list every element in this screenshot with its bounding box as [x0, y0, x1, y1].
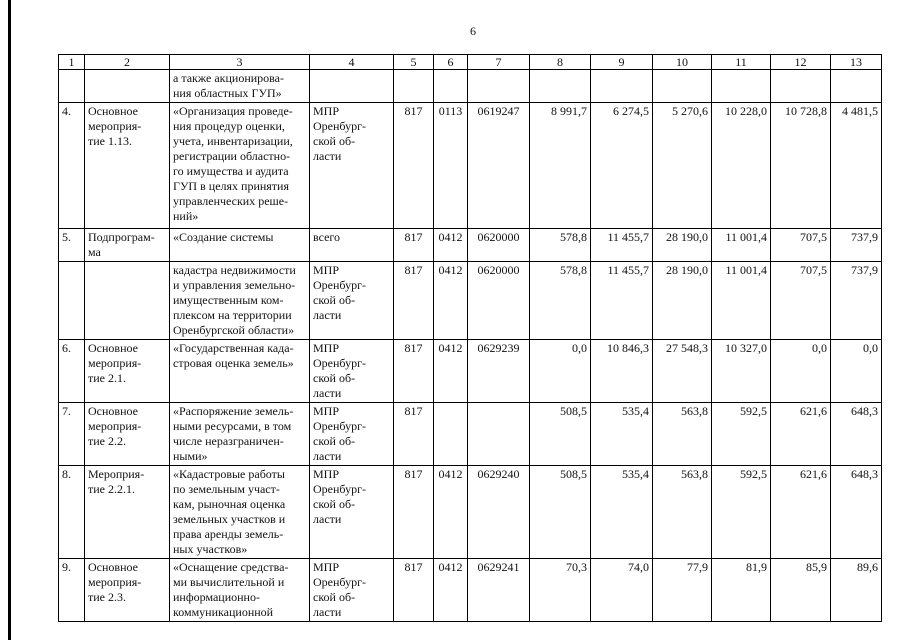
- header-cell: 3: [170, 55, 310, 70]
- table-cell-c3: «Государственная када- стровая оценка земель»: [170, 340, 310, 403]
- table-cell-c7: 0620000: [468, 229, 530, 262]
- table-cell-c3: а также акционирова- ния областных ГУП»: [170, 70, 310, 103]
- table-cell-c2: Основное мероприя- тие 1.13.: [85, 103, 170, 229]
- table-cell-c13: [831, 70, 882, 103]
- header-cell: 5: [394, 55, 434, 70]
- table-cell-c8: 578,8: [530, 229, 591, 262]
- table-cell-c11: 10 228,0: [712, 103, 771, 229]
- table-cell-c2: Основное мероприя- тие 2.1.: [85, 340, 170, 403]
- table-cell-c12: [771, 70, 831, 103]
- header-cell: 6: [434, 55, 468, 70]
- table-cell-c9: 535,4: [591, 466, 653, 559]
- table-cell-c9: 11 455,7: [591, 262, 653, 340]
- table-cell-c11: 592,5: [712, 403, 771, 466]
- table-cell-c2: Основное мероприя- тие 2.2.: [85, 403, 170, 466]
- table-cell-c13: 648,3: [831, 403, 882, 466]
- table-cell-c12: 85,9: [771, 559, 831, 622]
- table-cell-c4: МПР Оренбург- ской об- ласти: [310, 340, 394, 403]
- table-cell-c5: 817: [394, 340, 434, 403]
- table-cell-c9: 6 274,5: [591, 103, 653, 229]
- table-cell-c10: 28 190,0: [653, 229, 712, 262]
- table-cell-c13: 0,0: [831, 340, 882, 403]
- table-cell-c7: 0629241: [468, 559, 530, 622]
- table-cell-c11: 10 327,0: [712, 340, 771, 403]
- header-cell: 2: [85, 55, 170, 70]
- table-cell-c6: [434, 403, 468, 466]
- table-cell-c11: [712, 70, 771, 103]
- table-cell-c2: Подпрограм- ма: [85, 229, 170, 262]
- table-cell-c10: 27 548,3: [653, 340, 712, 403]
- table-cell-c6: 0412: [434, 340, 468, 403]
- table-cell-c2: Мероприя- тие 2.2.1.: [85, 466, 170, 559]
- table-cell-c9: 11 455,7: [591, 229, 653, 262]
- header-cell: 1: [59, 55, 85, 70]
- table-cell-c9: 10 846,3: [591, 340, 653, 403]
- table-cell-c5: 817: [394, 466, 434, 559]
- table-cell-c6: 0412: [434, 262, 468, 340]
- table-cell-c13: 648,3: [831, 466, 882, 559]
- header-cell: 13: [831, 55, 882, 70]
- table-cell-c4: МПР Оренбург- ской об- ласти: [310, 262, 394, 340]
- table-cell-c2: [85, 262, 170, 340]
- table-cell-c1: 7.: [59, 403, 85, 466]
- table-cell-c3: «Создание системы: [170, 229, 310, 262]
- table-cell-c9: 74,0: [591, 559, 653, 622]
- header-cell: 8: [530, 55, 591, 70]
- table-cell-c3: «Оснащение средства- ми вычислительной и информационно- коммуникационной: [170, 559, 310, 622]
- table-cell-c4: МПР Оренбург- ской об- ласти: [310, 559, 394, 622]
- table-cell-c10: [653, 70, 712, 103]
- table-cell-c12: 707,5: [771, 262, 831, 340]
- table-cell-c7: [468, 70, 530, 103]
- table-cell-c4: МПР Оренбург- ской об- ласти: [310, 403, 394, 466]
- table-cell-c8: 8 991,7: [530, 103, 591, 229]
- table-row: [59, 466, 882, 559]
- header-row: [59, 55, 882, 70]
- table-cell-c10: 563,8: [653, 466, 712, 559]
- table-cell-c3: кадастра недвижимости и управления земельно- имущественным ком- плексом на территории Оренбургской области»: [170, 262, 310, 340]
- table-cell-c10: 28 190,0: [653, 262, 712, 340]
- table-cell-c1: [59, 70, 85, 103]
- table-row: [59, 559, 882, 622]
- table-cell-c6: [434, 70, 468, 103]
- table-cell-c5: 817: [394, 559, 434, 622]
- table-cell-c8: 508,5: [530, 466, 591, 559]
- table-cell-c8: 578,8: [530, 262, 591, 340]
- table-cell-c13: 4 481,5: [831, 103, 882, 229]
- table-cell-c7: [468, 403, 530, 466]
- table-cell-c1: 8.: [59, 466, 85, 559]
- table-cell-c11: 592,5: [712, 466, 771, 559]
- table-cell-c6: 0113: [434, 103, 468, 229]
- table-cell-c5: [394, 70, 434, 103]
- table-cell-c4: МПР Оренбург- ской об- ласти: [310, 103, 394, 229]
- header-cell: 12: [771, 55, 831, 70]
- table-cell-c9: 535,4: [591, 403, 653, 466]
- table-cell-c13: 89,6: [831, 559, 882, 622]
- left-margin-rule: [8, 0, 11, 640]
- table-cell-c1: [59, 262, 85, 340]
- table-cell-c2: Основное мероприя- тие 2.3.: [85, 559, 170, 622]
- table-cell-c10: 77,9: [653, 559, 712, 622]
- table-cell-c4: [310, 70, 394, 103]
- table-cell-c5: 817: [394, 103, 434, 229]
- table-cell-c1: 5.: [59, 229, 85, 262]
- table-cell-c13: 737,9: [831, 229, 882, 262]
- header-cell: 9: [591, 55, 653, 70]
- table-cell-c4: всего: [310, 229, 394, 262]
- table-row: [59, 229, 882, 262]
- table-cell-c6: 0412: [434, 229, 468, 262]
- header-cell: 7: [468, 55, 530, 70]
- table-cell-c12: 621,6: [771, 466, 831, 559]
- table-cell-c3: «Кадастровые работы по земельным участ- кам, рыночная оценка земельных участков и права аренды земель- ных участков»: [170, 466, 310, 559]
- table-cell-c9: [591, 70, 653, 103]
- table-cell-c7: 0619247: [468, 103, 530, 229]
- page-number: 6: [470, 24, 476, 38]
- table-cell-c8: [530, 70, 591, 103]
- table-cell-c4: МПР Оренбург- ской об- ласти: [310, 466, 394, 559]
- budget-table: [58, 54, 882, 622]
- table-cell-c11: 81,9: [712, 559, 771, 622]
- table-cell-c3: «Организация проведе- ния процедур оценки, учета, инвентаризации, регистрации областно- го имущества и аудита ГУП в целях принятия управленческих реше- ний»: [170, 103, 310, 229]
- table-cell-c1: 9.: [59, 559, 85, 622]
- table-cell-c3: «Распоряжение земель- ными ресурсами, в том числе неразграничен- ными»: [170, 403, 310, 466]
- table-cell-c12: 707,5: [771, 229, 831, 262]
- table-cell-c5: 817: [394, 262, 434, 340]
- table-row: [59, 340, 882, 403]
- table-cell-c7: 0620000: [468, 262, 530, 340]
- table-cell-c13: 737,9: [831, 262, 882, 340]
- table-cell-c2: [85, 70, 170, 103]
- table-cell-c7: 0629239: [468, 340, 530, 403]
- table-cell-c11: 11 001,4: [712, 262, 771, 340]
- header-cell: 4: [310, 55, 394, 70]
- table-cell-c1: 6.: [59, 340, 85, 403]
- table-cell-c11: 11 001,4: [712, 229, 771, 262]
- table-row: [59, 70, 882, 103]
- table-cell-c5: 817: [394, 403, 434, 466]
- table-cell-c1: 4.: [59, 103, 85, 229]
- table-cell-c8: 508,5: [530, 403, 591, 466]
- table-cell-c8: 70,3: [530, 559, 591, 622]
- table-row: [59, 103, 882, 229]
- table-cell-c6: 0412: [434, 559, 468, 622]
- table-row: [59, 262, 882, 340]
- table-cell-c12: 0,0: [771, 340, 831, 403]
- table-cell-c12: 621,6: [771, 403, 831, 466]
- table-cell-c7: 0629240: [468, 466, 530, 559]
- header-cell: 10: [653, 55, 712, 70]
- table-cell-c8: 0,0: [530, 340, 591, 403]
- table-cell-c10: 563,8: [653, 403, 712, 466]
- table-row: [59, 403, 882, 466]
- table-cell-c10: 5 270,6: [653, 103, 712, 229]
- table-cell-c12: 10 728,8: [771, 103, 831, 229]
- table-cell-c6: 0412: [434, 466, 468, 559]
- table-cell-c5: 817: [394, 229, 434, 262]
- header-cell: 11: [712, 55, 771, 70]
